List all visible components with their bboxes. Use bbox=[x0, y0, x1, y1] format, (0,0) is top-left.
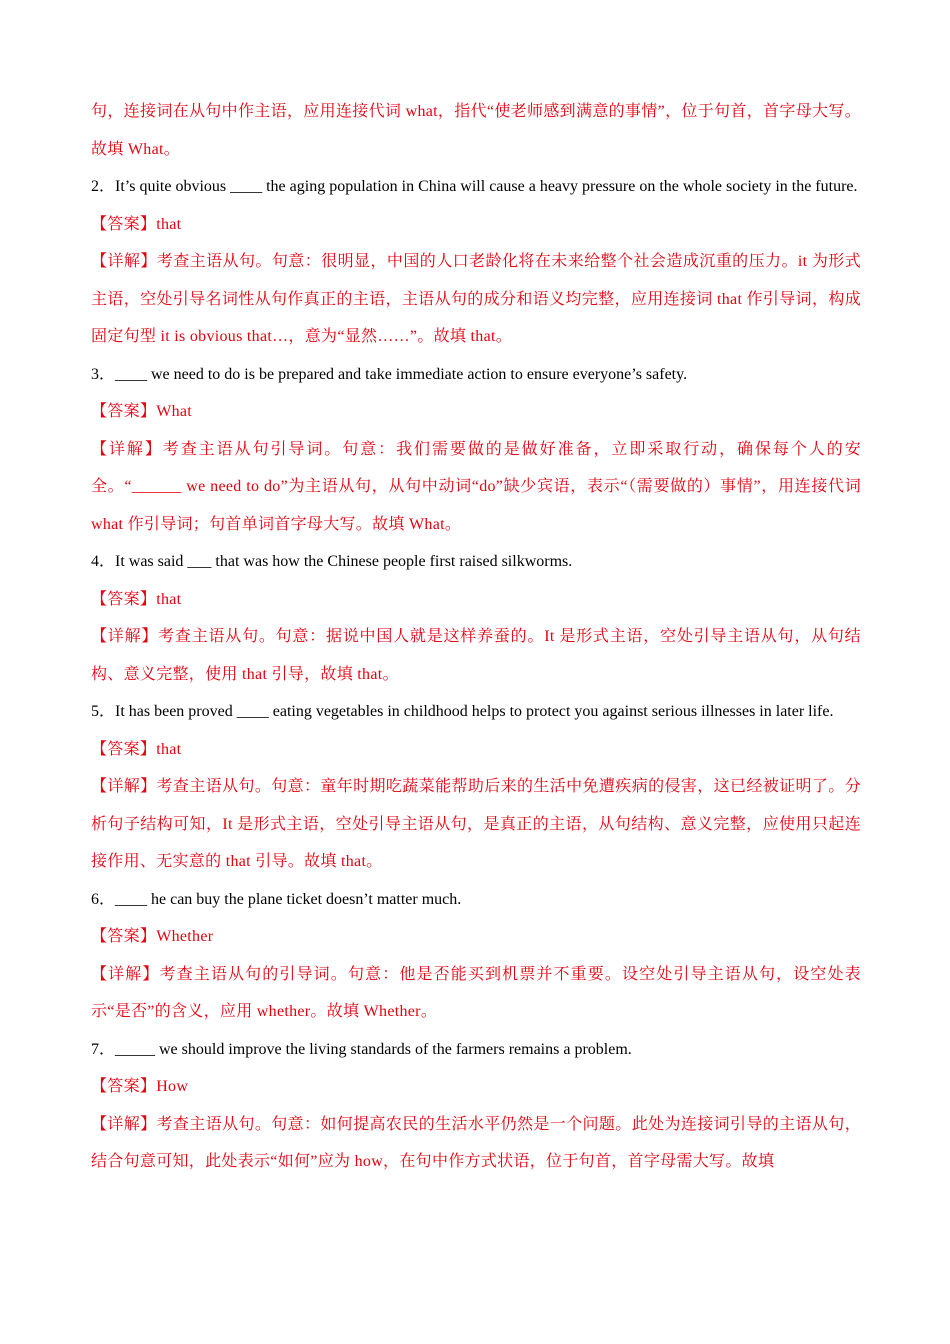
answer-text: 【答案】that bbox=[91, 215, 182, 233]
question-text: 5．It has been proved ____ eating vegetables in childhood helps to protect you against serious illnesses in later life. bbox=[91, 703, 834, 720]
question-text: 4．It was said ___ that was how the Chinese people first raised silkworms. bbox=[91, 553, 573, 570]
answer-text: 【答案】What bbox=[91, 403, 193, 420]
explanation-text: 【详解】考查主语从句。句意：据说中国人就是这样养蚕的。It 是形式主语，空处引导主语从句，从句结构、意义完整，使用 that 引导，故填 that。 bbox=[91, 628, 861, 683]
explanation-text: 【详解】考查主语从句引导词。句意：我们需要做的是做好准备，立即采取行动，确保每个人的安全。“______ we need to do”为主语从句，从句中动词“do”缺少宾语，表示“（需要做的）事情”，用连接代词 what 作引导词；句首单词首字母大写。故填 What。 bbox=[91, 440, 861, 533]
question-text: 7．_____ we should improve the living standards of the farmers remains a problem. bbox=[91, 1040, 632, 1058]
question-text: 2．It’s quite obvious ____ the aging population in China will cause a heavy pressure on the whole society in the future. bbox=[91, 178, 858, 195]
answer-text: 【答案】that bbox=[91, 590, 182, 608]
question-text: 6．____ he can buy the plane ticket doesn’t matter much. bbox=[91, 890, 462, 908]
explanation-text: 【详解】考查主语从句。句意：童年时期吃蔬菜能帮助后来的生活中免遭疾病的侵害，这已经被证明了。分析句子结构可知，It 是形式主语，空处引导主语从句，是真正的主语，从句结构、意义完整，应使用只起连接作用、无实意的 that 引导。故填 that。 bbox=[91, 778, 861, 870]
question-text: 3．____ we need to do is be prepared and take immediate action to ensure everyone’s safety. bbox=[91, 365, 688, 383]
explanation-text: 【详解】考查主语从句。句意：很明显，中国的人口老龄化将在未来给整个社会造成沉重的压力。it 为形式主语，空处引导名词性从句作真正的主语，主语从句的成分和语义均完整，应用连接词 that 作引导词，构成固定句型 it is obvious that…，意为“显然……”。故填 that。 bbox=[91, 253, 861, 345]
answer-text: 【答案】that bbox=[91, 740, 182, 758]
question-block-3 bbox=[91, 356, 861, 544]
document-page bbox=[91, 93, 861, 1181]
intro-explanation: 句，连接词在从句中作主语，应用连接代词 what，指代“使老师感到满意的事情”，位于句首，首字母大写。故填 What。 bbox=[91, 103, 861, 158]
question-block-7 bbox=[91, 1031, 861, 1181]
question-block-5 bbox=[91, 693, 861, 881]
answer-text: 【答案】Whether bbox=[91, 928, 214, 945]
question-block-2 bbox=[91, 168, 861, 356]
explanation-text: 【详解】考查主语从句。句意：如何提高农民的生活水平仍然是一个问题。此处为连接词引导的主语从句，结合句意可知，此处表示“如何”应为 how，在句中作方式状语，位于句首，首字母需大写。故填 bbox=[91, 1115, 861, 1170]
question-block-6 bbox=[91, 881, 861, 1031]
answer-text: 【答案】How bbox=[91, 1078, 189, 1095]
explanation-text: 【详解】考查主语从句的引导词。句意：他是否能买到机票并不重要。设空处引导主语从句，设空处表示“是否”的含义，应用 whether。故填 Whether。 bbox=[91, 965, 861, 1020]
question-block-4 bbox=[91, 543, 861, 693]
